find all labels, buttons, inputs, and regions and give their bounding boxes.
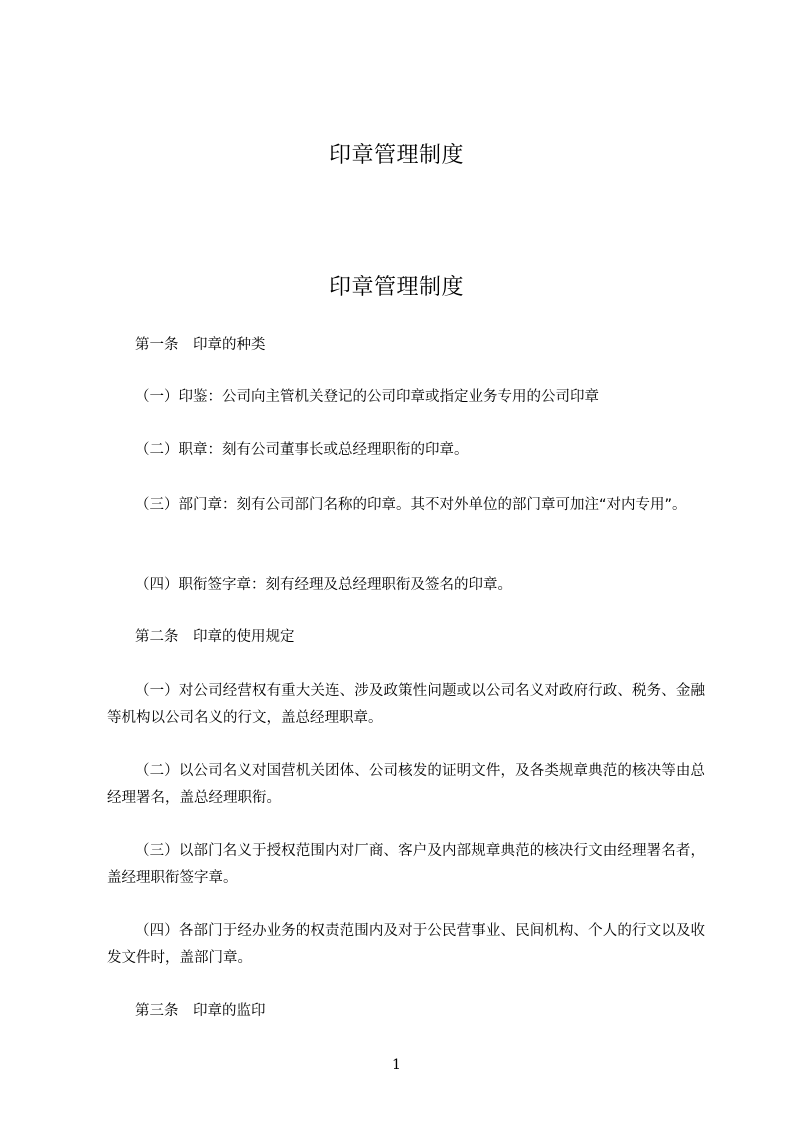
paragraph: （四）职衔签字章：刻有经理及总经理职衔及签名的印章。 bbox=[135, 577, 512, 593]
paragraph: （三）部门章：刻有公司部门名称的印章。其不对外单位的部门章可加注“对内专用”。 bbox=[135, 497, 687, 513]
document-title: 印章管理制度 bbox=[328, 275, 464, 300]
article-heading-3: 第三条 印章的监印 bbox=[135, 1003, 266, 1019]
paragraph: （一）对公司经营权有重大关连、涉及政策性问题或以公司名义对政府行政、税务、金融等机构以公司名义的行文，盖总经理职章。 bbox=[107, 683, 705, 726]
cover-title: 印章管理制度 bbox=[328, 143, 464, 168]
paragraph: （二）职章：刻有公司董事长或总经理职衔的印章。 bbox=[135, 442, 469, 458]
paragraph: （一）印鉴：公司向主管机关登记的公司印章或指定业务专用的公司印章 bbox=[135, 389, 599, 405]
paragraph: （四）各部门于经办业务的权责范围内及对于公民营事业、民间机构、个人的行文以及收发文件时，盖部门章。 bbox=[107, 923, 705, 966]
page-number: 1 bbox=[392, 1057, 401, 1073]
article-heading-1: 第一条 印章的种类 bbox=[135, 337, 266, 353]
paragraph: （三）以部门名义于授权范围内对厂商、客户及内部规章典范的核决行文由经理署名者，盖经理职衔签字章。 bbox=[107, 843, 705, 886]
article-heading-2: 第二条 印章的使用规定 bbox=[135, 629, 295, 645]
paragraph: （二）以公司名义对国营机关团体、公司核发的证明文件，及各类规章典范的核决等由总经理署名，盖总经理职衔。 bbox=[107, 763, 705, 806]
